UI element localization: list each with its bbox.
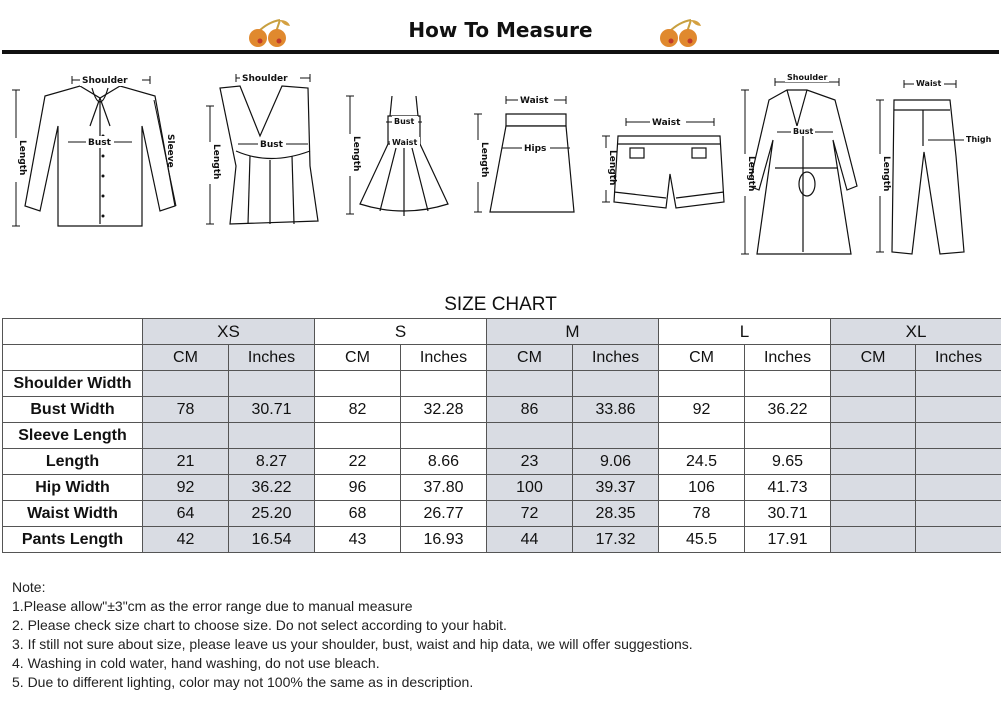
top-bust-label: Bust <box>260 140 283 150</box>
table-cell <box>831 475 916 501</box>
table-cell: 68 <box>315 501 401 527</box>
table-cell <box>573 423 659 449</box>
table-cell <box>143 371 229 397</box>
table-cell: 42 <box>143 527 229 553</box>
table-cell <box>573 371 659 397</box>
table-cell: 100 <box>487 475 573 501</box>
table-cell: 17.91 <box>745 527 831 553</box>
table-cell: 32.28 <box>401 397 487 423</box>
table-cell <box>229 371 315 397</box>
table-cell <box>831 397 916 423</box>
shirt-sleeve-label: Sleeve <box>165 134 175 168</box>
note-item: 2. Please check size chart to choose size. Do not select according to your habit. <box>12 617 507 633</box>
unit-cm-header: CM <box>659 345 745 371</box>
shorts-length-label: Length <box>607 150 617 186</box>
size-s-header: S <box>315 319 487 345</box>
pants-diagram <box>868 56 998 271</box>
top-diagram <box>200 56 330 241</box>
table-cell: 8.66 <box>401 449 487 475</box>
dress-waist-label: Waist <box>392 138 418 147</box>
table-cell: 23 <box>487 449 573 475</box>
table-cell <box>916 501 1001 527</box>
cherry-icon <box>657 18 705 50</box>
table-cell: 33.86 <box>573 397 659 423</box>
table-cell: 41.73 <box>745 475 831 501</box>
dress-bust-label: Bust <box>394 117 415 126</box>
coat-bust-label: Bust <box>793 127 814 136</box>
table-cell: 39.37 <box>573 475 659 501</box>
unit-inches-header: Inches <box>229 345 315 371</box>
table-cell: 78 <box>659 501 745 527</box>
row-label: Pants Length <box>3 527 143 553</box>
table-cell <box>831 371 916 397</box>
note-item: 5. Due to different lighting, color may not 100% the same as in description. <box>12 674 474 690</box>
corner-cell <box>3 319 143 345</box>
unit-cm-header: CM <box>831 345 916 371</box>
table-row <box>3 501 1001 527</box>
table-cell <box>916 423 1001 449</box>
table-cell <box>916 475 1001 501</box>
table-cell: 26.77 <box>401 501 487 527</box>
table-cell: 45.5 <box>659 527 745 553</box>
table-cell <box>487 371 573 397</box>
size-chart-table <box>2 318 1001 553</box>
unit-cm-header: CM <box>143 345 229 371</box>
table-cell: 64 <box>143 501 229 527</box>
table-cell: 21 <box>143 449 229 475</box>
dress-length-label: Length <box>351 136 361 172</box>
table-cell: 78 <box>143 397 229 423</box>
table-cell: 92 <box>143 475 229 501</box>
row-label: Hip Width <box>3 475 143 501</box>
table-cell <box>916 397 1001 423</box>
unit-inches-header: Inches <box>916 345 1001 371</box>
measurement-diagrams <box>0 56 1001 276</box>
table-cell <box>831 449 916 475</box>
table-cell <box>401 423 487 449</box>
how-to-measure-header <box>0 0 1001 56</box>
skirt-diagram <box>462 56 582 241</box>
coat-diagram <box>735 56 865 271</box>
table-cell: 82 <box>315 397 401 423</box>
table-cell <box>229 423 315 449</box>
table-cell: 30.71 <box>229 397 315 423</box>
table-cell <box>745 423 831 449</box>
table-row <box>3 423 1001 449</box>
notes-section <box>12 578 693 692</box>
table-cell <box>487 423 573 449</box>
size-xs-header: XS <box>143 319 315 345</box>
table-cell: 28.35 <box>573 501 659 527</box>
unit-cm-header: CM <box>315 345 401 371</box>
table-cell: 96 <box>315 475 401 501</box>
table-cell: 36.22 <box>229 475 315 501</box>
note-item: 3. If still not sure about size, please leave us your shoulder, bust, waist and hip data, we will offer suggestions. <box>12 636 693 652</box>
header-divider <box>2 50 999 54</box>
table-cell <box>831 501 916 527</box>
shirt-length-label: Length <box>17 140 27 176</box>
size-table-body <box>3 371 1001 553</box>
table-cell <box>916 449 1001 475</box>
coat-length-label: Length <box>746 156 756 192</box>
top-shoulder-label: Shoulder <box>242 74 288 84</box>
shorts-diagram <box>590 56 730 241</box>
unit-cm-header: CM <box>487 345 573 371</box>
size-xl-header: XL <box>831 319 1001 345</box>
row-label: Sleeve Length <box>3 423 143 449</box>
skirt-length-label: Length <box>479 142 489 178</box>
shirt-shoulder-label: Shoulder <box>82 76 128 86</box>
top-length-label: Length <box>211 144 221 180</box>
table-cell: 8.27 <box>229 449 315 475</box>
table-cell <box>401 371 487 397</box>
table-cell: 106 <box>659 475 745 501</box>
note-item: 1.Please allow"±3"cm as the error range due to manual measure <box>12 598 413 614</box>
row-label: Shoulder Width <box>3 371 143 397</box>
skirt-waist-label: Waist <box>520 96 549 106</box>
table-cell <box>315 371 401 397</box>
size-l-header: L <box>659 319 831 345</box>
table-cell <box>916 371 1001 397</box>
unit-inches-header: Inches <box>401 345 487 371</box>
unit-inches-header: Inches <box>745 345 831 371</box>
pants-length-label: Length <box>881 156 891 192</box>
pants-waist-label: Waist <box>916 79 942 88</box>
table-cell <box>916 527 1001 553</box>
table-cell: 43 <box>315 527 401 553</box>
row-label: Bust Width <box>3 397 143 423</box>
corner-cell <box>3 345 143 371</box>
table-row <box>3 397 1001 423</box>
table-cell: 86 <box>487 397 573 423</box>
note-item: 4. Washing in cold water, hand washing, do not use bleach. <box>12 655 380 671</box>
shirt-diagram <box>10 56 190 241</box>
table-cell <box>745 371 831 397</box>
table-cell <box>831 527 916 553</box>
table-cell: 36.22 <box>745 397 831 423</box>
table-cell <box>659 423 745 449</box>
table-cell: 24.5 <box>659 449 745 475</box>
dress-diagram <box>340 56 460 241</box>
table-cell: 72 <box>487 501 573 527</box>
skirt-hips-label: Hips <box>524 144 547 154</box>
page-title: How To Measure <box>408 18 593 42</box>
table-row <box>3 449 1001 475</box>
table-cell <box>143 423 229 449</box>
table-cell: 9.06 <box>573 449 659 475</box>
table-cell: 25.20 <box>229 501 315 527</box>
notes-heading: Note: <box>12 579 46 595</box>
size-chart-title: SIZE CHART <box>444 294 557 315</box>
row-label: Length <box>3 449 143 475</box>
unit-inches-header: Inches <box>573 345 659 371</box>
table-row <box>3 475 1001 501</box>
table-cell: 30.71 <box>745 501 831 527</box>
table-cell: 22 <box>315 449 401 475</box>
table-row <box>3 371 1001 397</box>
table-row <box>3 527 1001 553</box>
table-cell <box>315 423 401 449</box>
unit-header-row <box>3 345 1001 371</box>
size-m-header: M <box>487 319 659 345</box>
table-cell: 16.54 <box>229 527 315 553</box>
table-cell: 9.65 <box>745 449 831 475</box>
table-cell: 44 <box>487 527 573 553</box>
table-cell: 17.32 <box>573 527 659 553</box>
table-cell <box>659 371 745 397</box>
row-label: Waist Width <box>3 501 143 527</box>
table-cell: 37.80 <box>401 475 487 501</box>
pants-thigh-label: Thigh <box>966 135 992 144</box>
coat-shoulder-label: Shoulder <box>787 73 828 82</box>
shirt-bust-label: Bust <box>88 138 111 148</box>
table-cell: 92 <box>659 397 745 423</box>
table-cell <box>831 423 916 449</box>
size-header-row <box>3 319 1001 345</box>
table-cell: 16.93 <box>401 527 487 553</box>
shorts-waist-label: Waist <box>652 118 681 128</box>
